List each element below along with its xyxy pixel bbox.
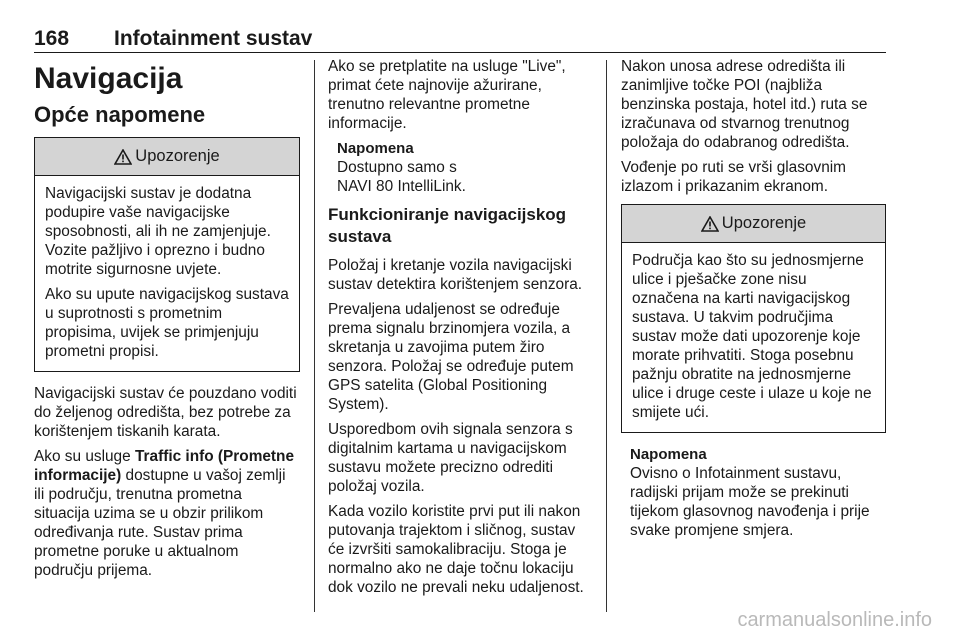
subsection-heading: Opće napomene	[34, 102, 206, 127]
note-text: Dostupno samo s	[337, 159, 457, 176]
warning-title: Upozorenje	[135, 147, 220, 165]
warning-triangle-icon	[701, 216, 719, 232]
column-divider	[606, 60, 607, 612]
paragraph: Ako se pretplatite na usluge "Live", primat ćete najnovije ažurirane, trenutno relevantne prometne informacije.	[328, 58, 566, 132]
column-3	[621, 57, 886, 548]
warning-box	[34, 137, 300, 372]
note-label: Napomena	[630, 446, 707, 463]
watermark: carmanualsonline.info	[737, 609, 932, 631]
note-block	[328, 139, 592, 196]
paragraph: Vođenje po ruti se vrši glasovnim izlazom i prikazanim ekranom.	[621, 159, 846, 195]
paragraph: Navigacijski sustav će pouzdano voditi do željenog odredišta, bez potrebe za korištenjem tiskanih karata.	[34, 385, 297, 440]
traffic-info-term: Traffic info (Prometne informacije)	[34, 448, 295, 484]
section-heading: Navigacija	[34, 62, 183, 95]
warning-text: Područja kao što su jednosmjerne ulice i pješačke zone nisu označena na karti navigacijskog sustava. U takvim područjima sustav može dati upozorenje koje morate prihvatiti. Stoga posebnu pažnju obratite na jednosmjerne ulice i druge ceste i ulaze u koje ne smijete ući.	[632, 252, 872, 421]
running-title: Infotainment sustav	[114, 27, 313, 50]
page-number: 168	[34, 27, 70, 50]
warning-triangle-icon	[114, 149, 132, 165]
column-2	[328, 57, 592, 603]
paragraph: Položaj i kretanje vozila navigacijski sustav detektira korištenjem senzora.	[328, 257, 583, 293]
note-text: NAVI 80 IntelliLink.	[337, 178, 466, 195]
page-header	[34, 27, 886, 53]
paragraph: Kada vozilo koristite prvi put ili nakon putovanja trajektom i sličnog, sustav će izvršiti samokalibraciju. Stoga je normalno ako ne daje točnu lokaciju dok vozilo ne prevali neku udaljenost.	[328, 503, 584, 596]
note-label: Napomena	[337, 140, 414, 157]
warning-header	[35, 138, 299, 176]
column-divider	[314, 60, 315, 612]
paragraph: Nakon unosa adrese odredišta ili zanimljive točke POI (najbliža benzinska postaja, hotel itd.) ruta se izračunava od stvarnog trenutnog položaja do odabranog odredišta.	[621, 58, 868, 151]
paragraph: Prevaljena udaljenost se određuje prema signalu brzinomjera vozila, a skretanja u zavojima putem žiro senzora. Položaj se određuje putem GPS satelita (Global Positioning System).	[328, 301, 574, 413]
warning-text: Ako su upute navigacijskog sustava u suprotnosti s prometnim propisima, uvijek se primjenjuju prometni propisi.	[45, 286, 289, 360]
warning-header	[622, 205, 885, 243]
paragraph: Usporedbom ovih signala senzora s digitalnim kartama u navigacijskom sustavu možete precizno odrediti položaj vozila.	[328, 421, 573, 495]
note-block	[621, 445, 886, 540]
subsection-heading: Funkcioniranje navigacijskog sustava	[328, 205, 567, 246]
paragraph: Ako su usluge Traffic info (Prometne informacije) dostupne u vašoj zemlji ili području, trenutna prometna situacija uzima se u obzir prilikom određivanja rute. Sustav prima prometne poruke u aktualnom području prijema.	[34, 448, 295, 579]
column-1	[34, 57, 300, 586]
warning-box	[621, 204, 886, 433]
warning-title: Upozorenje	[721, 214, 807, 232]
warning-text: Navigacijski sustav je dodatna podupire vaše navigacijske sposobnosti, ali ih ne zamjenjuje. Vozite pažljivo i oprezno i budno motrite sigurnosne uvjete.	[45, 185, 271, 278]
note-text: Ovisno o Infotainment sustavu, radijski prijam može se prekinuti tijekom glasovnog navođenja i prije svake promjene smjera.	[630, 465, 870, 539]
